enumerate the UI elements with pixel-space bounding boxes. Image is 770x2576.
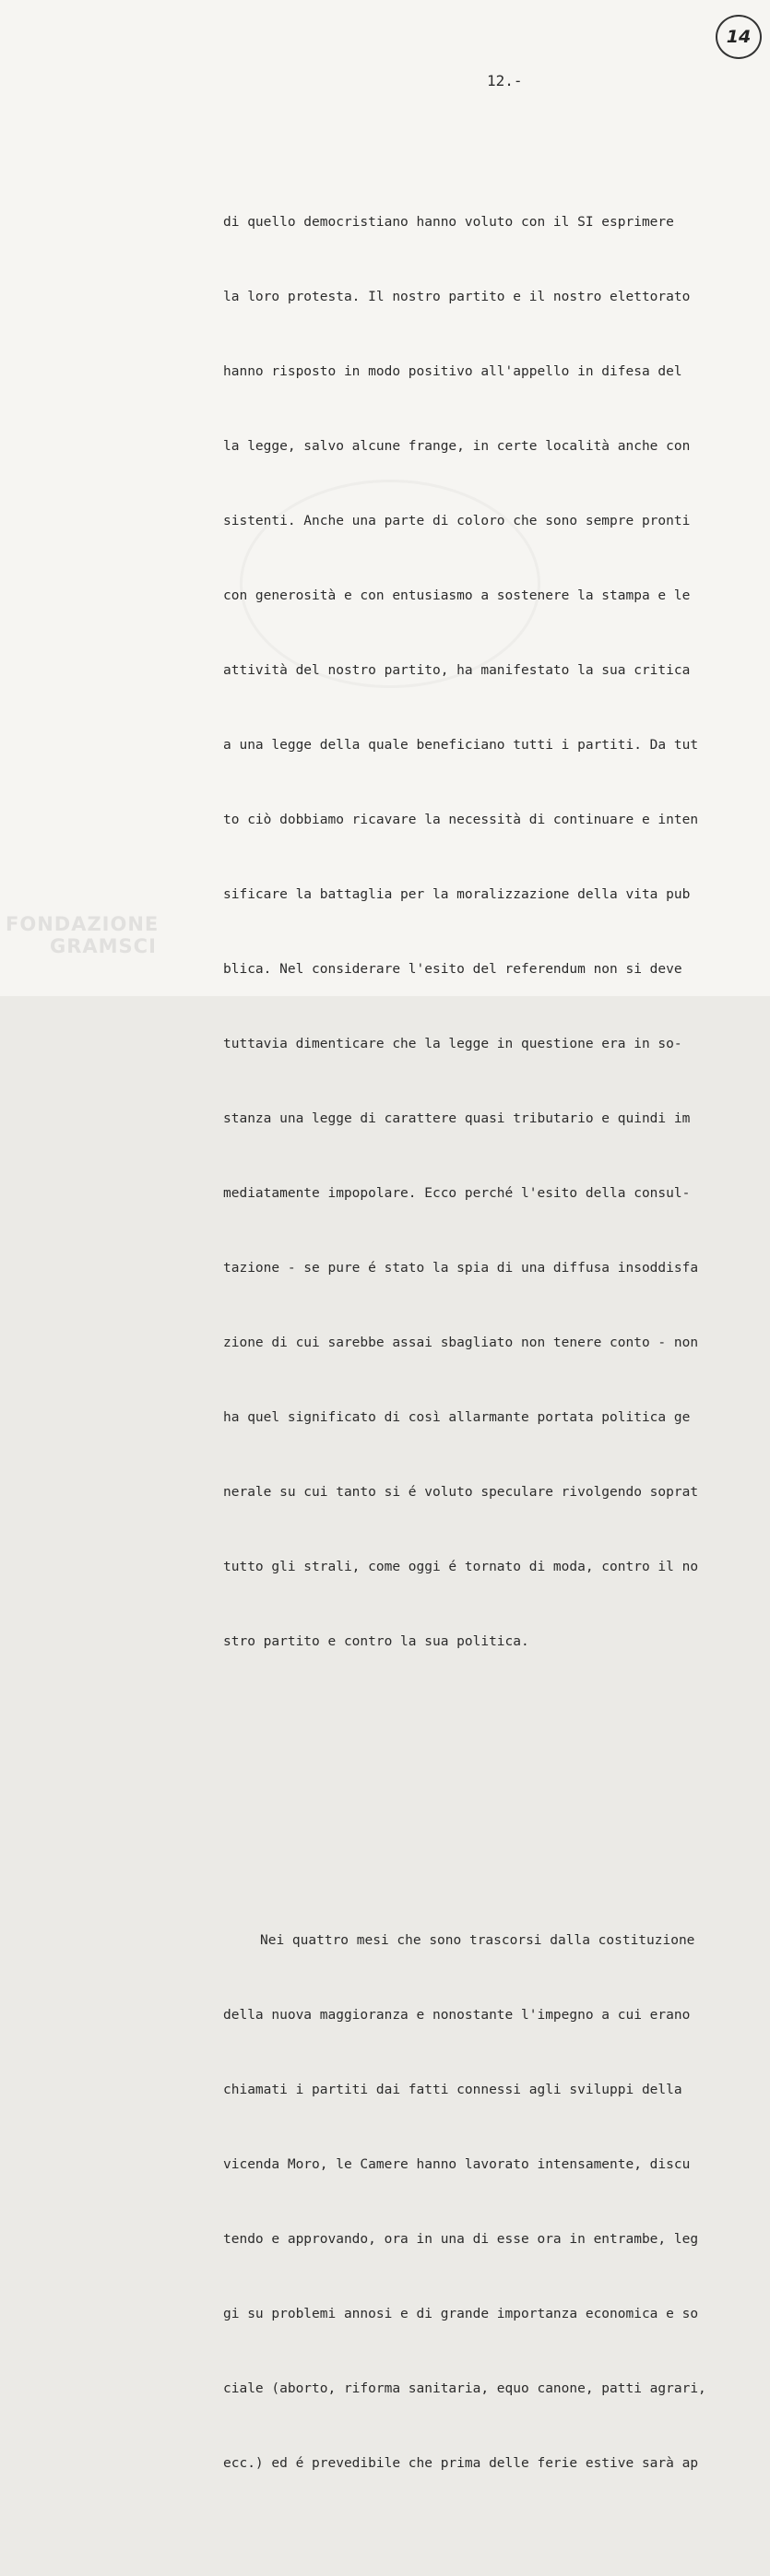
- text-line: attività del nostro partito, ha manifestato la sua critica: [223, 663, 691, 678]
- text-line: gi su problemi annosi e di grande importanza economica e so: [223, 2307, 699, 2321]
- text-line: la loro protesta. Il nostro partito e il nostro elettorato: [223, 290, 691, 304]
- text-line: zione di cui sarebbe assai sbagliato non tenere conto - non: [223, 1335, 699, 1350]
- typewritten-body: [223, 111, 763, 2576]
- text-line: mediatamente impopolare. Ecco perché l'esito della consul-: [223, 1186, 691, 1201]
- text-line: a una legge della quale beneficiano tutti i partiti. Da tut: [223, 738, 699, 753]
- text-line: sificare la battaglia per la moralizzazione della vita pub: [223, 887, 691, 902]
- text-line: della nuova maggioranza e nonostante l'impegno a cui erano: [223, 2008, 691, 2023]
- text-line: chiamati i partiti dai fatti connessi agli sviluppi della: [223, 2083, 682, 2097]
- text-line: tazione - se pure é stato la spia di una diffusa insoddisfa: [223, 1261, 699, 1276]
- text-line: la legge, salvo alcune frange, in certe località anche con: [223, 439, 691, 454]
- paragraph-1: [223, 160, 763, 1704]
- text-line: ecc.) ed é prevedibile che prima delle ferie estive sarà ap: [223, 2456, 699, 2471]
- text-line: sistenti. Anche una parte di coloro che sono sempre pronti: [223, 514, 691, 528]
- handwritten-page-stamp: [716, 15, 762, 59]
- paragraph-2: [223, 1879, 763, 2526]
- text-line: tuttavia dimenticare che la legge in questione era in so-: [223, 1037, 682, 1051]
- text-line: vicenda Moro, le Camere hanno lavorato intensamente, discu: [223, 2157, 691, 2172]
- text-line: nerale su cui tanto si é voluto speculare rivolgendo soprat: [223, 1485, 699, 1500]
- text-line: stro partito e contro la sua politica.: [223, 1634, 529, 1649]
- page-number-label: 12.-: [487, 72, 523, 89]
- text-line: ha quel significato di così allarmante portata politica ge: [223, 1410, 691, 1425]
- archive-mark-line2: GRAMSCI: [50, 935, 157, 957]
- text-line: con generosità e con entusiasmo a sostenere la stampa e le: [223, 588, 691, 603]
- text-line: hanno risposto in modo positivo all'appello in difesa del: [223, 364, 682, 379]
- text-line: tendo e approvando, ora in una di esse ora in entrambe, leg: [223, 2232, 699, 2247]
- page-stamp-number: 14: [726, 27, 752, 47]
- archive-mark-line1: FONDAZIONE: [6, 913, 160, 935]
- text-line: Nei quattro mesi che sono trascorsi dalla costituzione: [260, 1933, 695, 1948]
- text-line: di quello democristiano hanno voluto con il SI esprimere: [223, 215, 674, 230]
- paragraph-spacer: [223, 1754, 763, 1829]
- text-line: ciale (aborto, riforma sanitaria, equo canone, patti agrari,: [223, 2381, 706, 2396]
- text-line: to ciò dobbiamo ricavare la necessità di continuare e inten: [223, 813, 699, 827]
- text-line: tutto gli strali, come oggi é tornato di moda, contro il no: [223, 1560, 699, 1574]
- archive-watermark-logo: [6, 913, 199, 968]
- text-line: blica. Nel considerare l'esito del referendum non si deve: [223, 962, 682, 977]
- text-line: stanza una legge di carattere quasi tributario e quindi im: [223, 1111, 691, 1126]
